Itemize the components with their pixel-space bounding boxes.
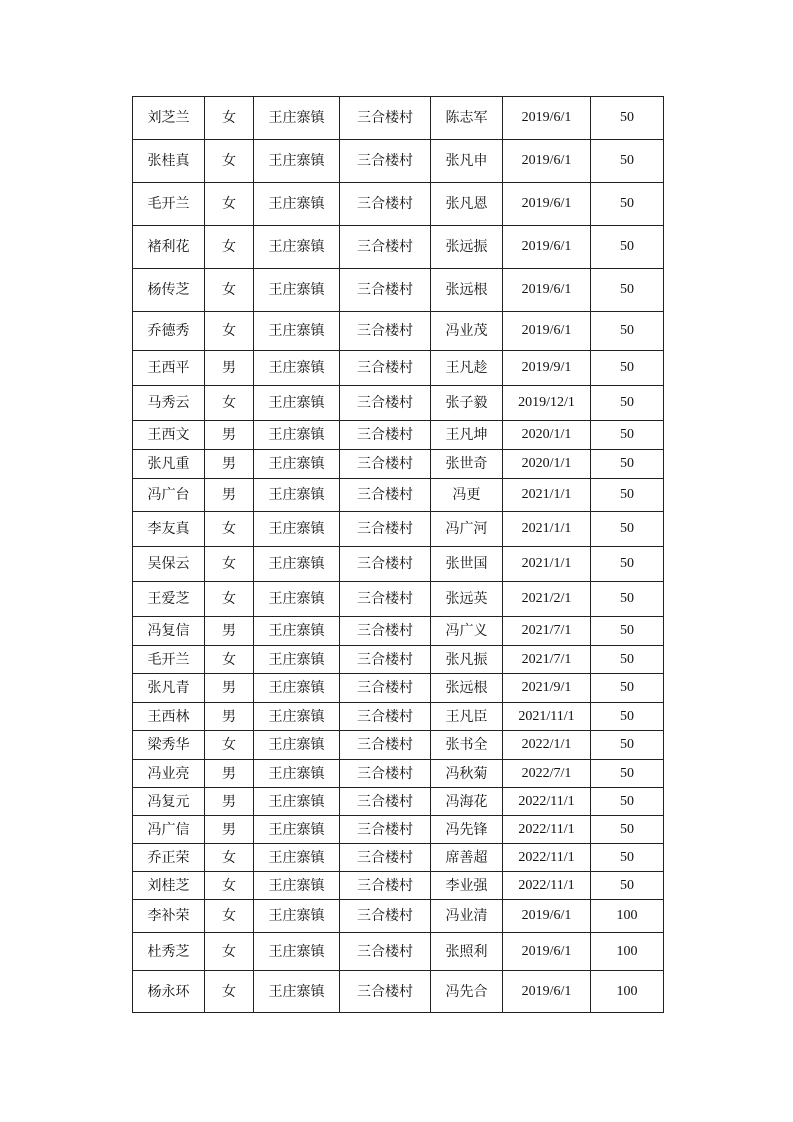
cell-gender: 女	[205, 547, 254, 582]
cell-relative: 王凡坤	[431, 421, 503, 450]
cell-amount: 100	[591, 971, 664, 1013]
cell-name: 刘桂芝	[133, 872, 205, 900]
cell-relative: 张凡恩	[431, 183, 503, 226]
cell-name: 褚利花	[133, 226, 205, 269]
cell-amount: 50	[591, 183, 664, 226]
cell-date: 2019/6/1	[503, 97, 591, 140]
cell-town: 王庄寨镇	[254, 816, 340, 844]
cell-date: 2019/6/1	[503, 312, 591, 351]
cell-gender: 男	[205, 479, 254, 512]
cell-gender: 女	[205, 312, 254, 351]
cell-amount: 50	[591, 312, 664, 351]
table-row	[133, 844, 664, 872]
cell-town: 王庄寨镇	[254, 971, 340, 1013]
cell-relative: 冯广河	[431, 512, 503, 547]
cell-town: 王庄寨镇	[254, 226, 340, 269]
cell-relative: 张书全	[431, 731, 503, 760]
cell-village: 三合楼村	[340, 269, 431, 312]
cell-gender: 女	[205, 731, 254, 760]
cell-name: 马秀云	[133, 386, 205, 421]
cell-date: 2020/1/1	[503, 421, 591, 450]
cell-gender: 男	[205, 788, 254, 816]
cell-date: 2021/9/1	[503, 674, 591, 703]
cell-relative: 冯业茂	[431, 312, 503, 351]
cell-gender: 女	[205, 646, 254, 674]
cell-town: 王庄寨镇	[254, 547, 340, 582]
cell-gender: 女	[205, 140, 254, 183]
cell-date: 2021/1/1	[503, 479, 591, 512]
table-row	[133, 97, 664, 140]
cell-amount: 50	[591, 788, 664, 816]
cell-date: 2021/2/1	[503, 582, 591, 617]
cell-gender: 男	[205, 351, 254, 386]
cell-town: 王庄寨镇	[254, 512, 340, 547]
cell-date: 2021/7/1	[503, 617, 591, 646]
cell-relative: 席善超	[431, 844, 503, 872]
cell-village: 三合楼村	[340, 788, 431, 816]
cell-gender: 女	[205, 933, 254, 971]
cell-name: 张凡重	[133, 450, 205, 479]
cell-name: 杨永环	[133, 971, 205, 1013]
table-row	[133, 674, 664, 703]
cell-village: 三合楼村	[340, 183, 431, 226]
cell-town: 王庄寨镇	[254, 312, 340, 351]
cell-date: 2022/11/1	[503, 844, 591, 872]
cell-name: 乔正荣	[133, 844, 205, 872]
cell-town: 王庄寨镇	[254, 450, 340, 479]
cell-town: 王庄寨镇	[254, 872, 340, 900]
cell-name: 冯复元	[133, 788, 205, 816]
cell-gender: 男	[205, 816, 254, 844]
cell-town: 王庄寨镇	[254, 933, 340, 971]
cell-amount: 50	[591, 646, 664, 674]
cell-amount: 50	[591, 731, 664, 760]
table-row	[133, 512, 664, 547]
cell-date: 2021/7/1	[503, 646, 591, 674]
cell-gender: 女	[205, 226, 254, 269]
table-row	[133, 140, 664, 183]
table-row	[133, 547, 664, 582]
cell-relative: 陈志军	[431, 97, 503, 140]
cell-relative: 王凡臣	[431, 703, 503, 731]
cell-relative: 张凡申	[431, 140, 503, 183]
cell-town: 王庄寨镇	[254, 97, 340, 140]
cell-gender: 女	[205, 97, 254, 140]
cell-amount: 50	[591, 386, 664, 421]
table-row	[133, 872, 664, 900]
cell-gender: 女	[205, 386, 254, 421]
table-row	[133, 788, 664, 816]
cell-amount: 50	[591, 450, 664, 479]
cell-town: 王庄寨镇	[254, 788, 340, 816]
cell-amount: 50	[591, 816, 664, 844]
cell-amount: 50	[591, 547, 664, 582]
cell-amount: 100	[591, 933, 664, 971]
cell-name: 乔德秀	[133, 312, 205, 351]
cell-gender: 男	[205, 760, 254, 788]
cell-name: 王西文	[133, 421, 205, 450]
cell-date: 2022/7/1	[503, 760, 591, 788]
cell-name: 毛开兰	[133, 646, 205, 674]
cell-gender: 男	[205, 703, 254, 731]
cell-name: 冯复信	[133, 617, 205, 646]
table-row	[133, 816, 664, 844]
cell-village: 三合楼村	[340, 844, 431, 872]
cell-relative: 冯海花	[431, 788, 503, 816]
cell-town: 王庄寨镇	[254, 269, 340, 312]
cell-village: 三合楼村	[340, 512, 431, 547]
cell-date: 2019/6/1	[503, 226, 591, 269]
cell-town: 王庄寨镇	[254, 386, 340, 421]
cell-relative: 冯更	[431, 479, 503, 512]
cell-town: 王庄寨镇	[254, 674, 340, 703]
cell-village: 三合楼村	[340, 816, 431, 844]
cell-town: 王庄寨镇	[254, 582, 340, 617]
cell-village: 三合楼村	[340, 872, 431, 900]
cell-village: 三合楼村	[340, 386, 431, 421]
cell-amount: 50	[591, 97, 664, 140]
cell-name: 杜秀芝	[133, 933, 205, 971]
cell-amount: 50	[591, 351, 664, 386]
cell-gender: 女	[205, 872, 254, 900]
cell-village: 三合楼村	[340, 703, 431, 731]
table-row	[133, 900, 664, 933]
cell-gender: 女	[205, 183, 254, 226]
cell-name: 冯广信	[133, 816, 205, 844]
cell-village: 三合楼村	[340, 971, 431, 1013]
cell-name: 张凡青	[133, 674, 205, 703]
cell-gender: 女	[205, 512, 254, 547]
cell-name: 王爱芝	[133, 582, 205, 617]
roster-body	[133, 97, 664, 1013]
cell-date: 2022/11/1	[503, 788, 591, 816]
cell-amount: 50	[591, 140, 664, 183]
cell-amount: 50	[591, 582, 664, 617]
cell-date: 2020/1/1	[503, 450, 591, 479]
table-row	[133, 386, 664, 421]
table-row	[133, 479, 664, 512]
cell-town: 王庄寨镇	[254, 617, 340, 646]
cell-village: 三合楼村	[340, 226, 431, 269]
cell-name: 李补荣	[133, 900, 205, 933]
cell-relative: 张远根	[431, 674, 503, 703]
cell-date: 2021/1/1	[503, 547, 591, 582]
cell-town: 王庄寨镇	[254, 479, 340, 512]
table-row	[133, 421, 664, 450]
cell-gender: 男	[205, 450, 254, 479]
cell-town: 王庄寨镇	[254, 351, 340, 386]
cell-town: 王庄寨镇	[254, 760, 340, 788]
cell-relative: 冯先锋	[431, 816, 503, 844]
cell-gender: 女	[205, 582, 254, 617]
cell-town: 王庄寨镇	[254, 703, 340, 731]
cell-village: 三合楼村	[340, 450, 431, 479]
cell-relative: 张世国	[431, 547, 503, 582]
cell-name: 王西平	[133, 351, 205, 386]
table-row	[133, 582, 664, 617]
cell-relative: 张子毅	[431, 386, 503, 421]
table-row	[133, 933, 664, 971]
table-row	[133, 269, 664, 312]
cell-village: 三合楼村	[340, 547, 431, 582]
table-row	[133, 312, 664, 351]
cell-name: 张桂真	[133, 140, 205, 183]
cell-relative: 张远英	[431, 582, 503, 617]
cell-date: 2022/11/1	[503, 872, 591, 900]
cell-relative: 冯秋菊	[431, 760, 503, 788]
roster-table	[132, 96, 664, 1013]
cell-amount: 50	[591, 674, 664, 703]
cell-relative: 冯先合	[431, 971, 503, 1013]
table-row	[133, 646, 664, 674]
cell-gender: 男	[205, 674, 254, 703]
cell-gender: 男	[205, 421, 254, 450]
table-row	[133, 226, 664, 269]
cell-name: 毛开兰	[133, 183, 205, 226]
cell-amount: 50	[591, 872, 664, 900]
cell-village: 三合楼村	[340, 646, 431, 674]
cell-gender: 男	[205, 617, 254, 646]
cell-date: 2022/1/1	[503, 731, 591, 760]
table-row	[133, 617, 664, 646]
cell-village: 三合楼村	[340, 140, 431, 183]
cell-gender: 女	[205, 844, 254, 872]
cell-date: 2021/1/1	[503, 512, 591, 547]
table-row	[133, 971, 664, 1013]
cell-amount: 50	[591, 479, 664, 512]
cell-village: 三合楼村	[340, 760, 431, 788]
cell-date: 2019/12/1	[503, 386, 591, 421]
cell-name: 吴保云	[133, 547, 205, 582]
cell-relative: 王凡趁	[431, 351, 503, 386]
cell-amount: 50	[591, 512, 664, 547]
table-row	[133, 731, 664, 760]
cell-town: 王庄寨镇	[254, 844, 340, 872]
cell-amount: 50	[591, 269, 664, 312]
cell-gender: 女	[205, 269, 254, 312]
cell-amount: 50	[591, 421, 664, 450]
cell-date: 2021/11/1	[503, 703, 591, 731]
cell-relative: 张照利	[431, 933, 503, 971]
table-row	[133, 760, 664, 788]
cell-date: 2019/6/1	[503, 971, 591, 1013]
table-row	[133, 703, 664, 731]
cell-date: 2019/6/1	[503, 183, 591, 226]
cell-relative: 张远根	[431, 269, 503, 312]
cell-name: 杨传芝	[133, 269, 205, 312]
cell-name: 冯业亮	[133, 760, 205, 788]
cell-name: 王西林	[133, 703, 205, 731]
cell-date: 2019/6/1	[503, 269, 591, 312]
cell-village: 三合楼村	[340, 617, 431, 646]
cell-name: 冯广台	[133, 479, 205, 512]
cell-village: 三合楼村	[340, 97, 431, 140]
cell-relative: 冯业清	[431, 900, 503, 933]
cell-amount: 50	[591, 226, 664, 269]
cell-village: 三合楼村	[340, 933, 431, 971]
cell-town: 王庄寨镇	[254, 421, 340, 450]
cell-date: 2019/6/1	[503, 140, 591, 183]
cell-amount: 50	[591, 760, 664, 788]
cell-village: 三合楼村	[340, 421, 431, 450]
cell-village: 三合楼村	[340, 674, 431, 703]
cell-town: 王庄寨镇	[254, 183, 340, 226]
cell-village: 三合楼村	[340, 351, 431, 386]
cell-relative: 张世奇	[431, 450, 503, 479]
cell-name: 刘芝兰	[133, 97, 205, 140]
cell-amount: 50	[591, 844, 664, 872]
cell-amount: 50	[591, 703, 664, 731]
cell-village: 三合楼村	[340, 582, 431, 617]
cell-gender: 女	[205, 971, 254, 1013]
cell-relative: 李业强	[431, 872, 503, 900]
cell-town: 王庄寨镇	[254, 646, 340, 674]
cell-amount: 100	[591, 900, 664, 933]
cell-village: 三合楼村	[340, 900, 431, 933]
cell-gender: 女	[205, 900, 254, 933]
cell-amount: 50	[591, 617, 664, 646]
cell-date: 2019/6/1	[503, 933, 591, 971]
cell-date: 2019/6/1	[503, 900, 591, 933]
cell-name: 梁秀华	[133, 731, 205, 760]
cell-town: 王庄寨镇	[254, 731, 340, 760]
cell-relative: 张远振	[431, 226, 503, 269]
cell-village: 三合楼村	[340, 479, 431, 512]
cell-relative: 冯广义	[431, 617, 503, 646]
cell-town: 王庄寨镇	[254, 140, 340, 183]
cell-relative: 张凡振	[431, 646, 503, 674]
table-row	[133, 450, 664, 479]
cell-town: 王庄寨镇	[254, 900, 340, 933]
cell-name: 李友真	[133, 512, 205, 547]
cell-village: 三合楼村	[340, 312, 431, 351]
cell-date: 2019/9/1	[503, 351, 591, 386]
cell-date: 2022/11/1	[503, 816, 591, 844]
cell-village: 三合楼村	[340, 731, 431, 760]
table-row	[133, 351, 664, 386]
table-row	[133, 183, 664, 226]
